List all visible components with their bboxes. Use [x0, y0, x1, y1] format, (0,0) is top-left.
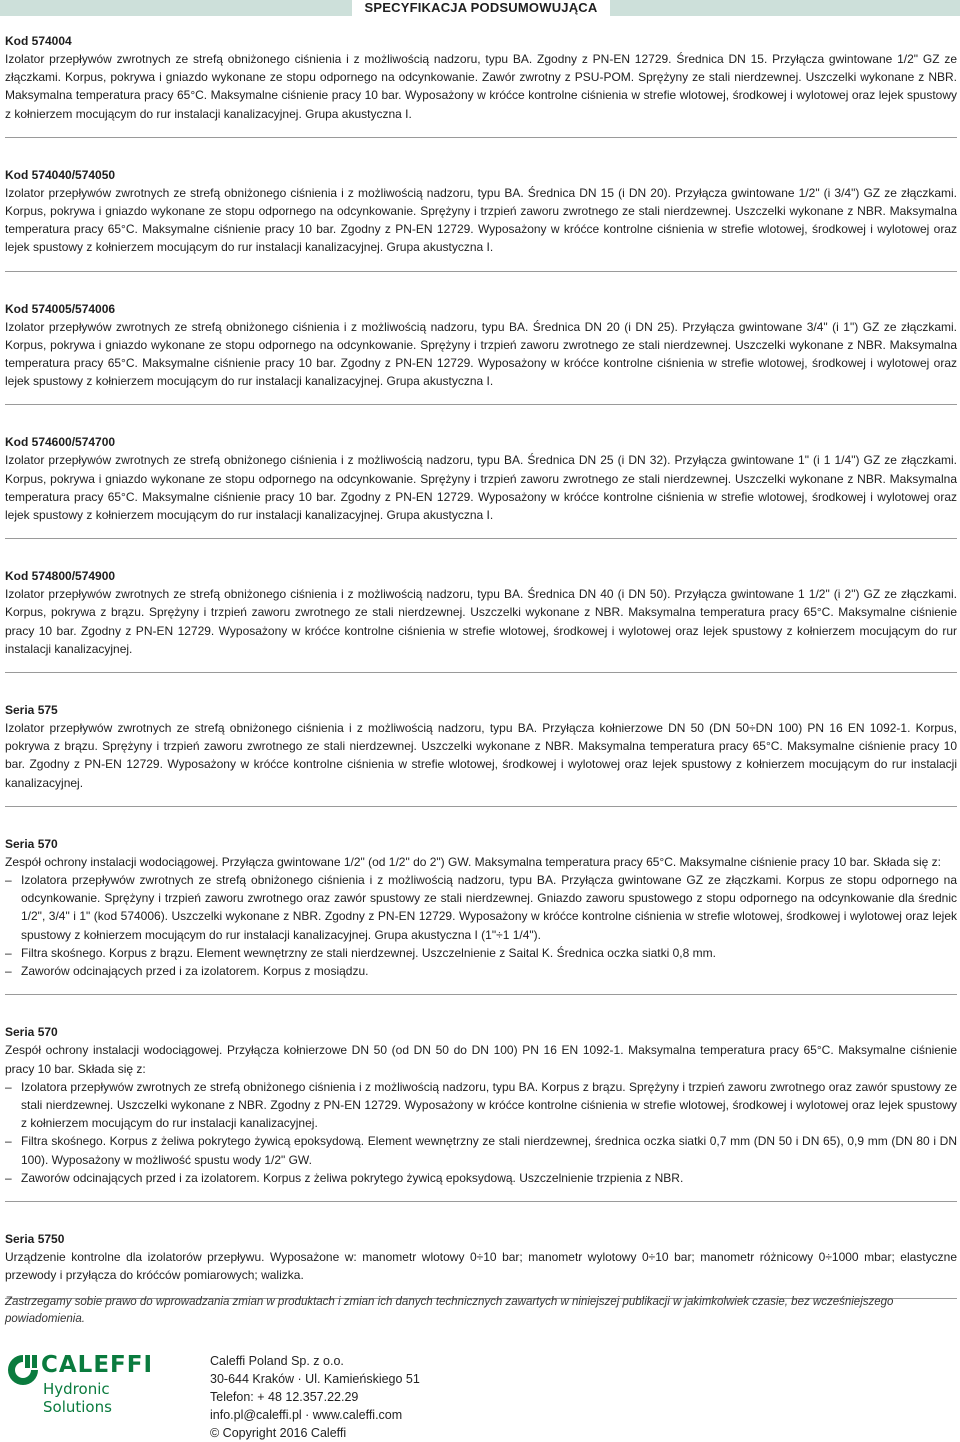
spec-section — [5, 32, 957, 138]
section-text: Zespół ochrony instalacji wodociągowej. Przyłącza kołnierzowe DN 50 (od DN 50 do DN 100) PN 16 EN 1092-1. Maksymalna temperatura pracy 65°C. Maksymalne ciśnienie pracy 10 bar. Składa się z: — [5, 1043, 957, 1076]
header-bar-right — [610, 0, 960, 16]
section-bullet-list — [5, 871, 957, 980]
list-item: – Izolatora przepływów zwrotnych ze strefą obniżonego ciśnienia i z możliwością nadzoru, typu BA. Korpus z brązu. Sprężyny i trzpień zaworu zwrotnego oraz zawór spustowy ze stali nierdzewnej. Uszczelki wykonane z NBR. Zgodny z PN-EN 12729. Wyposażony w króćce kontrolne ciśnienia w strefie wlotowej, środkowej i wylotowej oraz lejek spustowy z kołnierzem mocującym do rur instalacji kanalizacyjnej. — [5, 1078, 957, 1133]
section-title: Seria 570 — [5, 1025, 58, 1040]
contact-phone: Telefon: + 48 12.357.22.29 — [210, 1390, 359, 1404]
section-title: Kod 574600/574700 — [5, 435, 116, 450]
disclaimer-text: Zastrzegamy sobie prawo do wprowadzania zmian w produktach i zmian ich danych technicznych zawartych w niniejszej publikacji w jakimkolwiek czasie, bez wcześniejszego powiadomienia. — [5, 1296, 894, 1325]
header-bar-left — [0, 0, 352, 16]
contact-web[interactable]: info.pl@caleffi.pl · www.caleffi.com — [210, 1408, 403, 1422]
logo-brand: CALEFFI — [41, 1352, 154, 1378]
list-item: – Zaworów odcinających przed i za izolatorem. Korpus z mosiądzu. — [5, 962, 957, 980]
section-text: Izolator przepływów zwrotnych ze strefą obniżonego ciśnienia i z możliwością nadzoru, typu BA. Przyłącza kołnierzowe DN 50 (DN 50÷DN 100) PN 16 EN 1092-1. Korpus, pokrywa z brązu. Sprężyny i trzpień zaworu zwrotnego ze stali nierdzewnej. Uszczelki wykonane z NBR. Maksymalna temperatura pracy 65°C. Maksymalne ciśnienie pracy 10 bar. Zgodny z PN-EN 12729. Wyposażony w króćce kontrolne ciśnienia w strefie wlotowej, środkowej i wylotowej oraz lejek spustowy z kołnierzem mocującym do rur instalacji kanalizacyjnej. — [5, 721, 957, 790]
section-title: Seria 5750 — [5, 1231, 65, 1246]
contact-copyright: © Copyright 2016 Caleffi — [210, 1426, 347, 1440]
section-text: Izolator przepływów zwrotnych ze strefą obniżonego ciśnienia i z możliwością nadzoru, typu BA. Średnica DN 25 (i DN 32). Przyłącza gwintowane 1" (i 1 1/4") GZ ze złączkami. Korpus, pokrywa i gniazdo wykonane ze stopu odpornego na odcynkowanie. Sprężyny i trzpień zaworu zwrotnego ze stali nierdzewnej. Uszczelki wykonane z NBR. Maksymalna temperatura pracy 65°C. Maksymalne ciśnienie pracy 10 bar. Zgodny z PN-EN 12729. Wyposażony w króćce kontrolne ciśnienia w strefie wlotowej, środkowej i wylotowej oraz lejek spustowy z kołnierzem mocującym do rur instalacji kanalizacyjnej. Grupa akustyczna I. — [5, 453, 957, 523]
list-item: – Izolatora przepływów zwrotnych ze strefą obniżonego ciśnienia i z możliwością nadzoru, typu BA. Przyłącza gwintowane GZ ze złączkami. Korpus ze stopu odpornego na odcynkowanie. Sprężyny i trzpień zaworu zwrotnego oraz zawór spustowy ze stali nierdzewnej. Gniazdo zaworu spustowego z stopu odpornego na odcynkowanie dla średnic 1/2", 3/4" i 1" (kod 574006). Uszczelki wykonane z NBR. Zgodny z PN-EN 12729. Wyposażony w króćce kontrolne ciśnienia w strefie wlotowej, środkowej i wylotowej oraz lejek spustowy z kołnierzem mocującym do rur instalacji kanalizacyjnej. Grupa akustyczna I (1"÷1 1/4"). — [5, 871, 957, 944]
section-title: Seria 570 — [5, 836, 58, 851]
spec-section — [5, 1230, 957, 1299]
section-title: Kod 574004 — [5, 34, 72, 48]
list-item: – Filtra skośnego. Korpus z brązu. Element wewnętrzny ze stali nierdzewnej. Uszczelnienie z Saital K. Średnica oczka siatki 0,8 mm. — [5, 944, 957, 962]
spec-section — [5, 300, 957, 406]
section-text: Zespół ochrony instalacji wodociągowej. Przyłącza gwintowane 1/2" (od 1/2" do 2") GW. Maksymalna temperatura pracy 65°C. Maksymalne ciśnienie pracy 10 bar. Składa się z: — [5, 854, 942, 869]
contact-address: 30-644 Kraków · Ul. Kamieńskiego 51 — [210, 1372, 420, 1386]
section-title: Kod 574005/574006 — [5, 301, 116, 316]
section-text: Izolator przepływów zwrotnych ze strefą obniżonego ciśnienia i z możliwością nadzoru, typu BA. Średnica DN 40 (i DN 50). Przyłącza gwintowane 1 1/2" (i 2") GZ ze złączkami. Korpus, pokrywa z brązu. Sprężyny i trzpień zaworu zwrotnego ze stali nierdzewnej. Uszczelki wykonane z NBR. Maksymalna temperatura pracy 65°C. Maksymalne ciśnienie pracy 10 bar. Zgodny z PN-EN 12729. Wyposażony w króćce kontrolne ciśnienia w strefie wlotowej, środkowej i wylotowej oraz lejek spustowy z kołnierzem mocującym do rur instalacji kanalizacyjnej. — [5, 587, 957, 656]
spec-section — [5, 166, 957, 272]
section-text: Izolator przepływów zwrotnych ze strefą obniżonego ciśnienia i z możliwością nadzoru, typu BA. Średnica DN 15 (i DN 20). Przyłącza gwintowane 1/2" (i 3/4") GZ ze złączkami. Korpus, pokrywa i gniazdo wykonane ze stopu odpornego na odcynkowanie. Sprężyny i trzpień zaworu zwrotnego ze stali nierdzewnej. Uszczelki wykonane z NBR. Maksymalna temperatura pracy 65°C. Maksymalne ciśnienie pracy 10 bar. Zgodny z PN-EN 12729. Wyposażony w króćce kontrolne ciśnienia w strefie wlotowej, środkowej i wylotowej oraz lejek spustowy z kołnierzem mocującym do rur instalacji kanalizacyjnej. Grupa akustyczna I. — [5, 185, 957, 255]
section-title: Kod 574040/574050 — [5, 167, 116, 182]
spec-section — [5, 567, 957, 673]
caleffi-logo — [5, 1350, 154, 1416]
section-title: Seria 575 — [5, 703, 58, 718]
spec-section — [5, 701, 957, 807]
specification-sections — [5, 32, 957, 1299]
spec-section — [5, 1023, 957, 1202]
contact-block — [210, 1352, 510, 1442]
section-bullet-list — [5, 1078, 957, 1187]
section-text: Izolator przepływów zwrotnych ze strefą obniżonego ciśnienia i z możliwością nadzoru, typu BA. Średnica DN 20 (i DN 25). Przyłącza gwintowane 3/4" (i 1") GZ ze złączkami. Korpus, pokrywa i gniazdo wykonane ze stopu odpornego na odcynkowanie. Sprężyny i trzpień zaworu zwrotnego ze stali nierdzewnej. Uszczelki wykonane z NBR. Maksymalna temperatura pracy 65°C. Maksymalne ciśnienie pracy 10 bar. Zgodny z PN-EN 12729. Wyposażony w króćce kontrolne ciśnienia w strefie wlotowej, środkowej i wylotowej oraz lejek spustowy z kołnierzem mocującym do rur instalacji kanalizacyjnej. Grupa akustyczna I. — [5, 319, 957, 389]
contact-company: Caleffi Poland Sp. z o.o. — [210, 1354, 344, 1368]
logo-tagline: Hydronic Solutions — [43, 1380, 112, 1416]
list-item: – Filtra skośnego. Korpus z żeliwa pokrytego żywicą epoksydową. Element wewnętrzny ze stali nierdzewnej, średnica oczka siatki 0,7 mm (DN 50 i DN 65), 0,9 mm (DN 80 i DN 100). Wyposażony w możliwość spustu wody 1/2" GW. — [5, 1132, 957, 1168]
list-item: – Zaworów odcinających przed i za izolatorem. Korpus z żeliwa pokrytego żywicą epoksydową. Uszczelnienie trzpienia z NBR. — [5, 1169, 957, 1187]
spec-section — [5, 433, 957, 539]
section-title: Kod 574800/574900 — [5, 569, 116, 584]
section-text: Izolator przepływów zwrotnych ze strefą obniżonego ciśnienia i z możliwością nadzoru, typu BA. Zgodny z PN-EN 12729. Średnica DN 15. Przyłącza gwintowane 1/2" GZ ze złączkami. Korpus, pokrywa i gniazdo wykonane ze stopu odpornego na odcynkowanie. Zawór zwrotny z PSU-POM. Sprężyny ze stali nierdzewnej. Uszczelki wykonane z NBR. Maksymalna temperatura pracy 65°C. Maksymalne ciśnienie pracy 10 bar. Wyposażony w króćce kontrolne ciśnienia w strefie wlotowej, środkowej i wylotowej oraz lejek spustowy z kołnierzem mocującym do rur instalacji kanalizacyjnej. Grupa akustyczna I. — [5, 52, 957, 121]
section-text: Urządzenie kontrolne dla izolatorów przepływu. Wyposażone w: manometr wlotowy 0÷10 bar; manometr wylotowy 0÷10 bar; manometr różnicowy 0÷1000 mbar; elastyczne przewody i przyłącza do króćców pomiarowych; walizka. — [5, 1249, 957, 1283]
spec-section — [5, 835, 957, 995]
caleffi-logo-icon — [5, 1352, 41, 1388]
page-title: SPECYFIKACJA PODSUMOWUJĄCA — [364, 0, 598, 15]
